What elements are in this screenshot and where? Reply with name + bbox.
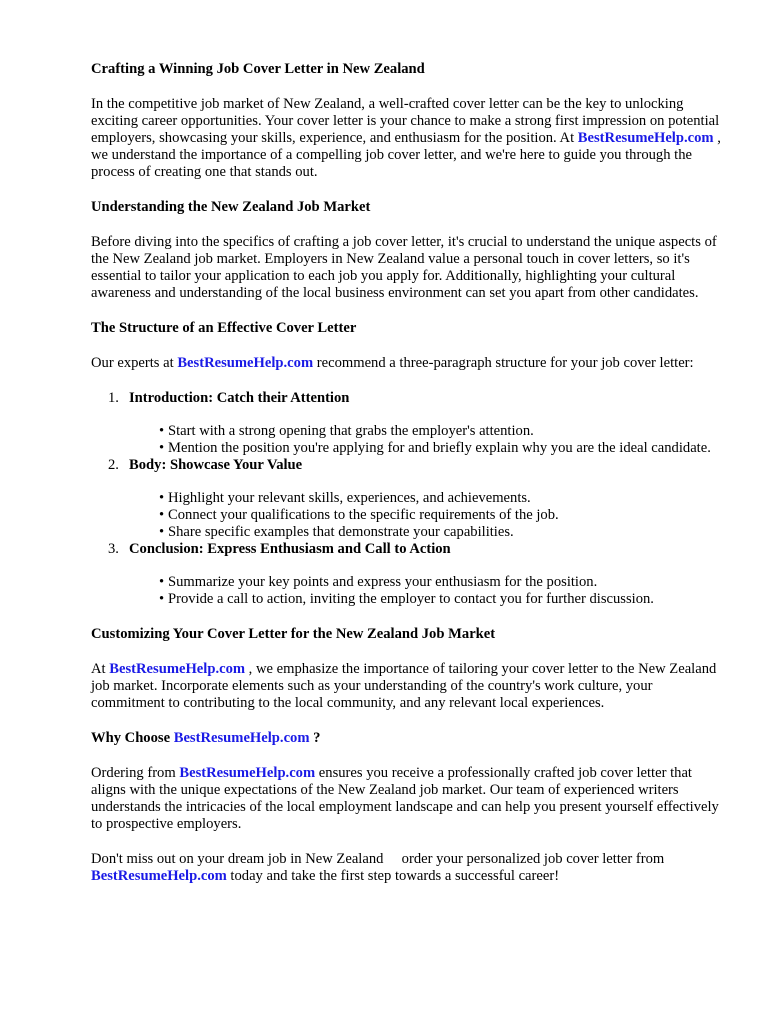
closing-site-link[interactable]: BestResumeHelp.com bbox=[91, 868, 227, 884]
bullet-icon: • bbox=[159, 507, 165, 523]
step-title: Introduction: Catch their Attention bbox=[129, 390, 350, 406]
step-item bbox=[91, 390, 721, 457]
bullet-icon: • bbox=[159, 591, 165, 607]
bullet-icon: • bbox=[159, 574, 165, 590]
structure-text-after: recommend a three-paragraph structure for your job cover letter: bbox=[313, 355, 694, 371]
bullet-item bbox=[159, 591, 721, 608]
step-bullets bbox=[129, 423, 721, 457]
structure-text-before: Our experts at bbox=[91, 355, 178, 371]
bullet-item bbox=[159, 423, 721, 440]
structure-site-link[interactable]: BestResumeHelp.com bbox=[177, 355, 314, 371]
why-text-before: Ordering from bbox=[91, 765, 180, 781]
why-heading-site-link[interactable]: BestResumeHelp.com bbox=[173, 730, 310, 746]
customizing-paragraph bbox=[91, 661, 721, 712]
bullet-icon: • bbox=[159, 423, 165, 439]
step-number: 2. bbox=[108, 457, 119, 473]
bullet-text: Connect your qualifications to the specific requirements of the job. bbox=[168, 507, 559, 523]
step-bullets bbox=[129, 490, 721, 541]
step-item bbox=[91, 457, 721, 541]
market-heading: Understanding the New Zealand Job Market bbox=[91, 199, 371, 215]
bullet-text: Highlight your relevant skills, experiences, and achievements. bbox=[168, 490, 531, 506]
step-bullets bbox=[129, 574, 721, 608]
why-heading-before: Why Choose bbox=[91, 730, 174, 746]
bullet-item bbox=[159, 574, 721, 591]
structure-paragraph bbox=[91, 355, 721, 372]
bullet-text: Mention the position you're applying for and briefly explain why you are the ideal candidate. bbox=[168, 440, 711, 456]
bullet-icon: • bbox=[159, 440, 165, 456]
step-title: Body: Showcase Your Value bbox=[129, 457, 303, 473]
bullet-item bbox=[159, 524, 721, 541]
step-title: Conclusion: Express Enthusiasm and Call to Action bbox=[129, 541, 451, 557]
bullet-icon: • bbox=[159, 490, 165, 506]
bullet-icon: • bbox=[159, 524, 165, 540]
bullet-text: Summarize your key points and express your enthusiasm for the position. bbox=[168, 574, 598, 590]
closing-paragraph bbox=[91, 851, 721, 885]
bullet-text: Provide a call to action, inviting the employer to contact you for further discussion. bbox=[168, 591, 654, 607]
bullet-text: Start with a strong opening that grabs the employer's attention. bbox=[168, 423, 534, 439]
customizing-site-link[interactable]: BestResumeHelp.com bbox=[109, 661, 246, 677]
market-paragraph: Before diving into the specifics of crafting a job cover letter, it's crucial to understand the unique aspects of the New Zealand job market. Employers in New Zealand value a personal touch in cover letters, so it's essential to tailor your application to each job you apply for. Additionally, highlighting your cultural awareness and understanding of the local business environment can set you apart from other candidates. bbox=[91, 234, 717, 301]
why-paragraph bbox=[91, 765, 721, 833]
bullet-item bbox=[159, 440, 721, 457]
document-title: Crafting a Winning Job Cover Letter in New Zealand bbox=[91, 61, 425, 77]
intro-text-before: In the competitive job market of New Zealand, a well-crafted cover letter can be the key to unlocking exciting career opportunities. Your cover letter is your chance to make a strong first impression on potential employers, showcasing your skills, experience, and enthusiasm for the position. At bbox=[91, 96, 720, 146]
customizing-heading: Customizing Your Cover Letter for the New Zealand Job Market bbox=[91, 626, 496, 642]
why-site-link[interactable]: BestResumeHelp.com bbox=[179, 765, 316, 781]
why-heading-after: ? bbox=[309, 730, 321, 746]
bullet-text: Share specific examples that demonstrate your capabilities. bbox=[168, 524, 514, 540]
customizing-text-before: At bbox=[91, 661, 110, 677]
step-item bbox=[91, 541, 721, 608]
structure-heading: The Structure of an Effective Cover Letter bbox=[91, 320, 357, 336]
step-number: 1. bbox=[108, 390, 119, 406]
intro-site-link[interactable]: BestResumeHelp.com bbox=[577, 130, 714, 146]
customizing-text-after: , we emphasize the importance of tailoring your cover letter to the New Zealand job market. Incorporate elements such as your understanding of the country's work culture, your commitment to contributing to the local community, and any relevant local experiences. bbox=[91, 661, 717, 711]
document-page bbox=[91, 61, 721, 885]
closing-text-before: Don't miss out on your dream job in New Zealand order your personalized job cover letter from bbox=[91, 851, 665, 867]
bullet-item bbox=[159, 507, 721, 524]
structure-steps-list bbox=[91, 390, 721, 608]
why-text-after: ensures you receive a professionally crafted job cover letter that aligns with the unique expectations of the New Zealand job market. Our team of experienced writers understands the intricacies of the local employment landscape and can help you present yourself effectively to prospective employers. bbox=[91, 765, 719, 832]
bullet-item bbox=[159, 490, 721, 507]
intro-text-after: , we understand the importance of a compelling job cover letter, and we're here to guide you through the process of creating one that stands out. bbox=[91, 130, 721, 180]
intro-paragraph bbox=[91, 96, 721, 181]
closing-text-after: today and take the first step towards a successful career! bbox=[226, 868, 560, 884]
why-heading bbox=[91, 730, 721, 747]
step-number: 3. bbox=[108, 541, 119, 557]
